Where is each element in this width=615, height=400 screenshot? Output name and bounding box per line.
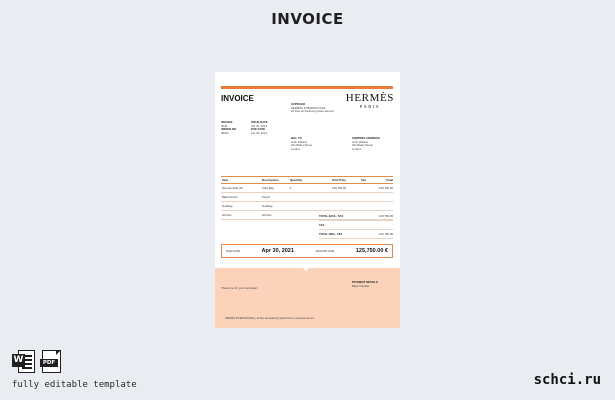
cell-description: Dustbag [262,204,273,208]
payment-block [352,281,378,288]
due-date-value: Apr 30, 2021 [251,130,268,135]
header-quantity: Quantity [290,178,303,182]
accent-bar [221,86,393,89]
due-date-label: DUE DATE [251,127,266,132]
invoice-meta-right [251,121,268,135]
pdf-badge: PDF [40,359,58,367]
invoice-title: INVOICE [221,94,254,103]
word-badge: W [13,355,24,365]
bill-to-block [291,137,312,151]
total-value: 125,750.00 [379,232,393,236]
header-total: Total [386,178,393,182]
supplier-line2: 24 Rue du Faubourg Saint-Honoré [291,109,334,114]
cell-quantity: 1 [290,186,292,190]
cell-item: Gift box [222,213,232,217]
supplier-block [291,103,334,114]
total-row [319,230,393,239]
ship-to-line3: London [352,146,362,151]
table-header [221,176,393,184]
amount-due-label: AMOUNT DUE [315,249,335,253]
cell-item: Black Pouch [222,195,238,199]
invoice-meta-left [221,121,237,135]
cell-description: Pouch [262,195,270,199]
site-name: schci.ru [533,372,601,388]
word-icon [12,349,36,375]
page-title: INVOICE [271,10,344,28]
header-description: Description [262,178,279,182]
table-row [221,193,393,202]
due-box-date: Apr 30, 2021 [261,248,294,254]
total-label: TOTAL EXCL. TAX [319,214,344,218]
brand-city: PARIS [359,104,381,109]
thanks-text: Thank you for your purchase! [221,286,258,290]
ship-to-line1: John Watson [352,139,369,144]
total-row [319,212,393,221]
payment-label: PAYMENT DETAILS [352,280,378,284]
due-box-label: DUE DATE [226,249,240,253]
cell-unit-price: 125,750.00 [332,186,346,190]
issue-date-value: Apr 01, 2021 [251,123,268,128]
invoice-preview [215,72,400,328]
brand-logo [346,93,394,110]
header-unit-price: Unit Price [331,178,346,182]
payment-value: Bank Transfer [352,283,370,288]
invoice-number-value: 0042 [221,123,228,128]
supplier-label: SUPPLIER [291,102,305,106]
bill-to-line3: London [291,146,301,151]
header-tax: Tax [361,178,366,182]
issue-date-label: ISSUE DATE [251,120,268,124]
bill-to-line1: John Watson [291,139,308,144]
ship-to-line2: 221 Baker Street [352,143,373,148]
footer-legal: HERMÈS INTERNATIONAL | 24 Rue du Faubourg Saint-Honoré | www.hermes.com [225,317,315,320]
format-icons [12,349,64,375]
ship-to-label: SHIPPING ADDRESS [352,136,380,140]
brand-name: HERMÈS [345,92,394,104]
total-value: 125,750.00 [379,214,393,218]
amount-due-value: 125,750.00 € [355,248,388,254]
order-label: ORDER NO. [221,127,237,132]
footer-notch [302,267,310,271]
cell-item: Hermès Kelly 25 [222,186,243,190]
table-row [221,184,393,193]
bill-to-line2: 221 Baker Street [291,143,312,148]
cell-description: Kelly Bag [262,186,274,190]
cell-item: Dustbag [222,204,233,208]
totals-block [319,212,393,239]
invoice-footer [215,268,400,328]
order-value: 00001 [221,130,229,135]
total-label: TAX [319,223,325,227]
pdf-icon [40,349,64,375]
total-row [319,221,393,230]
cell-description: Gift box [262,213,272,217]
header-item: Item [222,178,229,182]
bill-to-label: BILL TO [291,136,302,140]
table-row [221,202,393,211]
ship-to-block [352,137,380,151]
invoice-number-label: INVOICE [221,120,233,124]
total-label: TOTAL INCL. TAX [319,232,343,236]
cell-total: 125,750.00 [379,186,393,190]
supplier-line1: HERMÈS INTERNATIONAL [291,105,326,110]
template-caption: fully editable template [12,380,137,390]
amount-due-box [221,244,393,258]
